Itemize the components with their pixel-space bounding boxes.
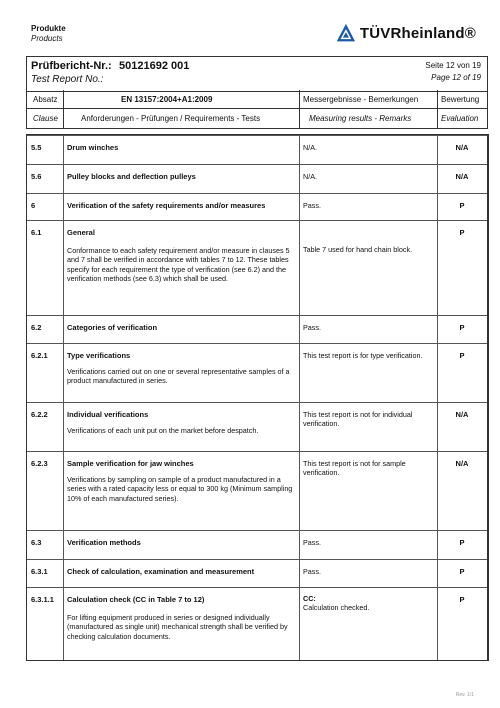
row-result: Pass.: [303, 201, 321, 210]
row-title: Calculation check (CC in Table 7 to 12): [67, 595, 205, 604]
report-box: [26, 56, 488, 92]
report-label-en: Test Report No.:: [31, 74, 104, 85]
header-eval-en: Evaluation: [441, 114, 479, 123]
row-result: Pass.: [303, 323, 321, 332]
row-clause: 6.3.1.1: [31, 595, 54, 604]
products-label-en: Products: [31, 34, 63, 43]
row-result-label: CC:: [303, 594, 316, 603]
row-result: This test report is not for sample verification.: [303, 459, 406, 477]
row-evaluation: P: [459, 228, 465, 237]
row-result: This test report is for type verification.: [303, 351, 423, 360]
row-clause: 6.2.2: [31, 410, 48, 419]
row-body: Conformance to each safety requirement and/or measure in clauses 5 and 7 shall be verified in accordance with tables 7 to 12. These tables specify for each requirement the type of verification (see 6.2) and the verification methods (see 6.3) which shall be used.: [67, 246, 290, 283]
row-result: This test report is not for individual verification.: [303, 410, 413, 428]
row-clause: 5.5: [31, 143, 42, 152]
header-results-de: Messergebnisse - Bemerkungen: [303, 95, 419, 104]
triangle-logo-icon: [336, 20, 356, 46]
table-header: [26, 90, 488, 129]
row-title: Pulley blocks and deflection pulleys: [67, 172, 196, 181]
page-number-de: Seite 12 von 19: [425, 61, 481, 70]
row-title: Sample verification for jaw winches: [67, 459, 194, 468]
header-results-en: Measuring results - Remarks: [309, 114, 412, 123]
row-title: Check of calculation, examination and measurement: [67, 567, 255, 576]
requirements-table: [26, 134, 489, 661]
header-eval-de: Bewertung: [441, 95, 480, 104]
products-label-de: Produkte: [31, 24, 66, 33]
header-standard: EN 13157:2004+A1:2009: [121, 95, 213, 104]
row-body: Verifications carried out on one or several representative samples of a product manufactured in series.: [67, 367, 290, 386]
row-title: Categories of verification: [67, 323, 158, 332]
row-body: Verifications of each unit put on the market before despatch.: [67, 426, 259, 435]
row-evaluation: P: [459, 538, 465, 547]
row-title: Verification of the safety requirements and/or measures: [67, 201, 266, 210]
report-number: 50121692 001: [119, 60, 190, 72]
row-result: Pass.: [303, 567, 321, 576]
row-result: Calculation checked.: [303, 603, 370, 612]
table-row: [27, 402, 487, 451]
row-evaluation: P: [459, 351, 465, 360]
row-evaluation: N/A: [455, 143, 469, 152]
table-row: [27, 220, 487, 315]
row-evaluation: P: [459, 201, 465, 210]
row-title: Type verifications: [67, 351, 131, 360]
row-evaluation: N/A: [455, 459, 469, 468]
row-title: Verification methods: [67, 538, 141, 547]
row-clause: 6.2.1: [31, 351, 48, 360]
row-body: For lifting equipment produced in series or designed individually (manufactured as single unit) mechanical strength shall be verified by checking calculation documents.: [67, 613, 288, 641]
header-requirements: Anforderungen - Prüfungen / Requirements - Tests: [81, 114, 261, 123]
row-result: N/A.: [303, 143, 317, 152]
footer-note: Rev. 1/1: [455, 692, 474, 698]
row-clause: 5.6: [31, 172, 42, 181]
row-clause: 6.2.3: [31, 459, 48, 468]
table-row: [27, 530, 487, 559]
table-row: [27, 559, 487, 587]
row-clause: 6: [31, 201, 36, 210]
table-row: [27, 164, 487, 193]
tuv-logo: [336, 20, 476, 46]
page-number-en: Page 12 of 19: [431, 73, 481, 82]
table-row: [27, 193, 487, 220]
header-absatz: Absatz: [33, 95, 58, 104]
row-evaluation: P: [459, 595, 465, 604]
row-evaluation: P: [459, 567, 465, 576]
row-result: N/A.: [303, 172, 317, 181]
report-label-de: Prüfbericht-Nr.:: [31, 60, 112, 72]
table-row: [27, 587, 487, 660]
row-title: Individual verifications: [67, 410, 149, 419]
table-row: [27, 135, 487, 164]
header-clause: Clause: [33, 114, 58, 123]
row-clause: 6.2: [31, 323, 42, 332]
row-body: Verifications by sampling on sample of a product manufactured in a series with a rated capacity less or equal to 300 kg (Minimum sampling 10% of each manufactured series).: [67, 475, 293, 503]
row-clause: 6.1: [31, 228, 42, 237]
row-evaluation: N/A: [455, 410, 469, 419]
table-row: [27, 315, 487, 343]
row-evaluation: N/A: [455, 172, 469, 181]
row-result: Pass.: [303, 538, 321, 547]
row-title: General: [67, 228, 95, 237]
row-clause: 6.3: [31, 538, 42, 547]
row-result: Table 7 used for hand chain block.: [303, 245, 413, 254]
table-row: [27, 451, 487, 530]
row-clause: 6.3.1: [31, 567, 48, 576]
row-evaluation: P: [459, 323, 465, 332]
row-title: Drum winches: [67, 143, 119, 152]
products-header: [31, 24, 66, 44]
table-row: [27, 343, 487, 402]
logo-text: TÜVRheinland®: [359, 24, 476, 42]
